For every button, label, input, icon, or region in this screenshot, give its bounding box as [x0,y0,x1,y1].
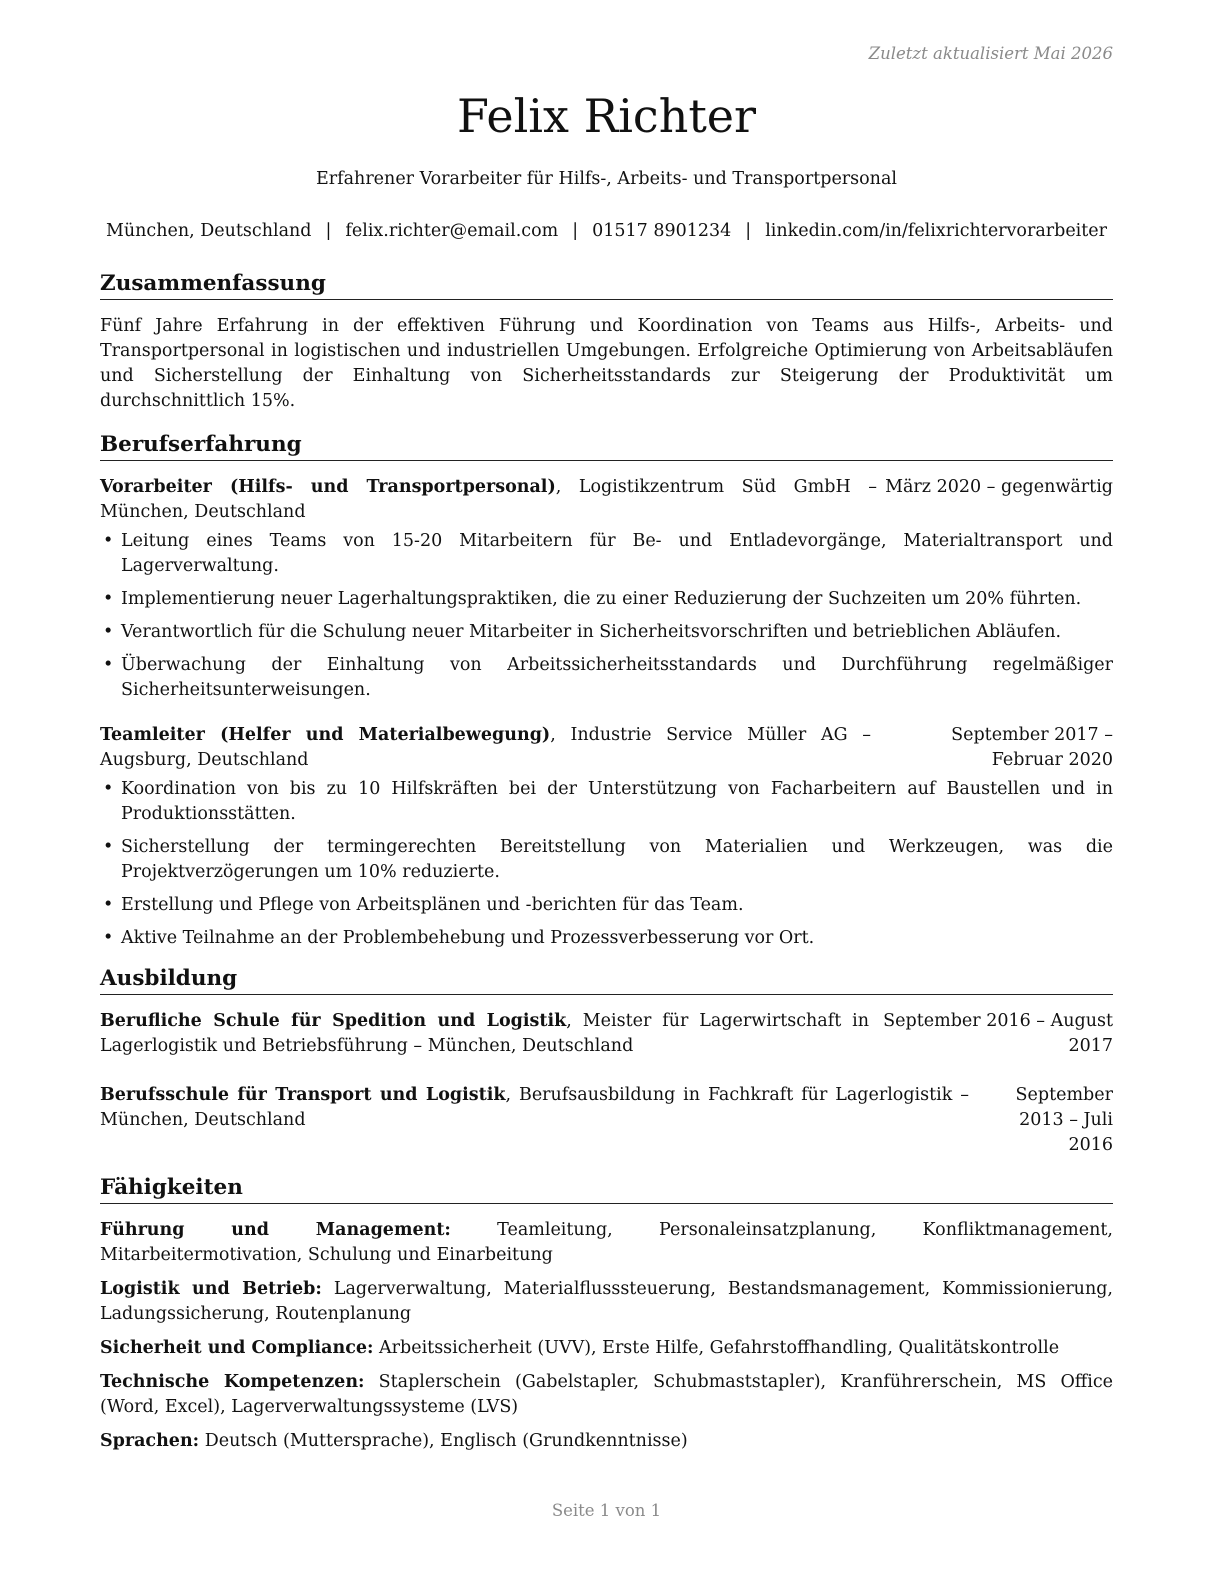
job-dates: März 2020 – gegenwärtig [885,477,1113,497]
section-title-education: Ausbildung [100,965,1113,995]
education-school: Berufliche Schule für Spedition und Logistik [100,1011,567,1031]
contact-separator: | [325,221,332,241]
skill-row [100,1218,1113,1268]
contact-separator: | [745,221,752,241]
job-bullet: • Verantwortlich für die Schulung neuer Mitarbeiter in Sicherheitsvorschriften und betrieblichen Abläufen. [100,620,1113,645]
skill-label: Technische Kompetenzen: [100,1372,365,1392]
section-title-summary: Zusammenfassung [100,270,1113,300]
contact-phone: 01517 8901234 [592,221,732,241]
job-title-line [100,475,877,525]
section-title-skills: Fähigkeiten [100,1174,1113,1204]
education-school: Berufsschule für Transport und Logistik [100,1085,506,1105]
job-bullet: • Implementierung neuer Lagerhaltungspraktiken, die zu einer Reduzierung der Suchzeiten um 20% führten. [100,587,1113,612]
skill-text: Deutsch (Muttersprache), Englisch (Grundkenntnisse) [199,1431,688,1451]
job-dates: September 2017 – Februar 2020 [951,725,1113,770]
skill-label: Führung und Management: [100,1220,451,1240]
job-entry [100,723,1113,951]
job-bullets [100,529,1113,703]
job-role: Vorarbeiter (Hilfs- und Transportpersonal) [100,477,556,497]
section-title-experience: Berufserfahrung [100,431,1113,461]
skill-label: Sprachen: [100,1431,200,1451]
contact-email[interactable]: felix.richter@email.com [345,221,559,241]
job-bullet: • Überwachung der Einhaltung von Arbeitssicherheitsstandards und Durchführung regelmäßiger Sicherheitsunterweisungen. [100,653,1113,703]
job-title-line [100,723,871,773]
skill-text: Arbeitssicherheit (UVV), Erste Hilfe, Gefahrstoffhandling, Qualitätskontrolle [373,1338,1060,1358]
job-role: Teamleiter (Helfer und Materialbewegung) [100,725,551,745]
education-title-line [100,1083,969,1133]
job-bullet: • Sicherstellung der termingerechten Bereitstellung von Materialien und Werkzeugen, was die Projektverzögerungen um 10% reduzierte. [100,835,1113,885]
job-company: , Industrie Service Müller AG – Augsburg, Deutschland [100,725,871,770]
contact-separator: | [572,221,579,241]
contact-location: München, Deutschland [105,221,312,241]
skill-text: Lagerverwaltung, Materialflusssteuerung, Bestandsmanagement, Kommissionierung, Ladungssicherung, Routenplanung [100,1279,1113,1324]
person-name: Felix Richter [456,89,757,143]
tagline: Erfahrener Vorarbeiter für Hilfs-, Arbeits- und Transportpersonal [316,169,897,189]
job-bullet: • Erstellung und Pflege von Arbeitsplänen und -berichten für das Team. [100,893,1113,918]
skill-text: Teamleitung, Personaleinsatzplanung, Konfliktmanagement, Mitarbeitermotivation, Schulung und Einarbeitung [100,1220,1113,1265]
job-bullets [100,777,1113,951]
last-updated: Zuletzt aktualisiert Mai 2026 [868,44,1113,63]
job-header [100,723,1113,773]
resume-content [100,270,1113,1463]
job-company: , Logistikzentrum Süd GmbH – München, Deutschland [100,477,878,522]
page-number: Seite 1 von 1 [551,1501,662,1520]
education-title-line [100,1009,869,1059]
skill-text: Staplerschein (Gabelstapler, Schubmaststapler), Kranführerschein, MS Office (Word, Excel), Lagerverwaltungssysteme (LVS) [100,1372,1113,1417]
education-entry [100,1083,1113,1158]
job-entry [100,475,1113,703]
education-dates: September 2013 – Juli 2016 [1015,1085,1113,1155]
education-entry [100,1009,1113,1059]
job-bullet: • Aktive Teilnahme an der Problembehebung und Prozessverbesserung vor Ort. [100,926,1113,951]
skill-row [100,1370,1113,1420]
job-header [100,475,1113,525]
contact-linkedin[interactable]: linkedin.com/in/felixrichtervorarbeiter [765,221,1108,241]
education-dates: September 2016 – August 2017 [883,1011,1113,1056]
skill-row [100,1277,1113,1327]
skill-label: Logistik und Betrieb: [100,1279,322,1299]
skill-label: Sicherheit und Compliance: [100,1338,374,1358]
job-bullet: • Koordination von bis zu 10 Hilfskräften bei der Unterstützung von Facharbeitern auf Baustellen und in Produktionsstätten. [100,777,1113,827]
resume-page [100,0,1113,1584]
summary-text: Fünf Jahre Erfahrung in der effektiven Führung und Koordination von Teams aus Hilfs-, Arbeits- und Transportpersonal in logistischen und industriellen Umgebungen. Erfolgreiche Optimierung von Arbeitsabläufen und Sicherstellung der Einhaltung von Sicherheitsstandards zur Steigerung der Produktivität um durchschnittlich 15%. [100,316,1113,411]
job-bullet: • Leitung eines Teams von 15-20 Mitarbeitern für Be- und Entladevorgänge, Materialtransport und Lagerverwaltung. [100,529,1113,579]
education-detail: , Meister für Lagerwirtschaft in Lagerlogistik und Betriebsführung – München, Deutschland [100,1011,870,1056]
skill-row [100,1336,1113,1361]
skill-row [100,1429,1113,1454]
contact-line [88,219,1125,243]
education-detail: , Berufsausbildung in Fachkraft für Lagerlogistik – München, Deutschland [100,1085,969,1130]
